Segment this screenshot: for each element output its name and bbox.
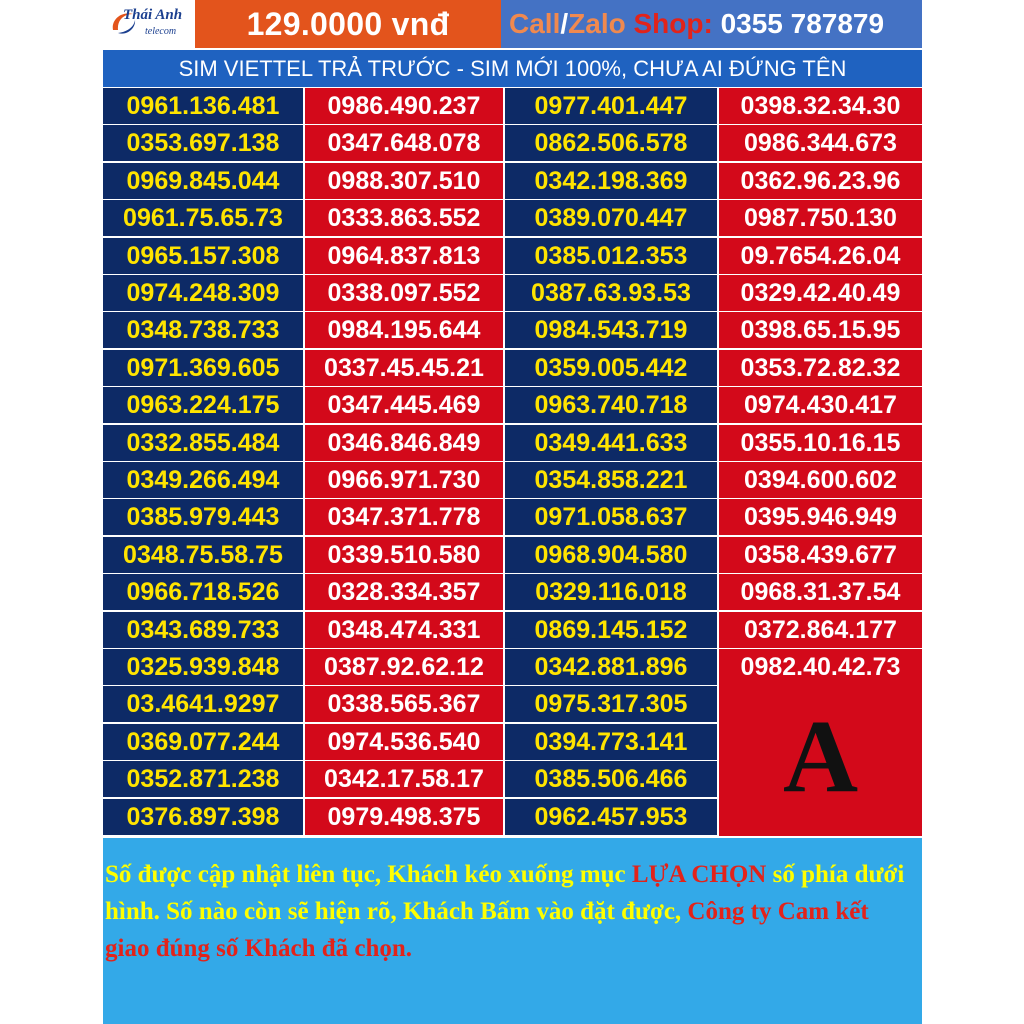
sim-number-cell: 0387.63.93.53 <box>505 275 717 311</box>
sim-number-cell: 0968.904.580 <box>505 537 717 573</box>
sim-number-cell: 0353.697.138 <box>103 125 303 161</box>
sim-number-cell: 0349.266.494 <box>103 462 303 498</box>
sim-number-cell: 0961.75.65.73 <box>103 200 303 236</box>
sim-number-cell: 0329.42.40.49 <box>719 275 922 311</box>
price-banner <box>195 0 501 48</box>
sim-number-cell: 0339.510.580 <box>305 537 503 573</box>
sim-price-poster <box>103 0 922 1024</box>
number-grid <box>103 88 922 836</box>
sim-number-cell: 0346.846.849 <box>305 425 503 461</box>
contact-zalo-label: Zalo <box>568 8 626 39</box>
header <box>103 0 922 48</box>
price-label: 129.0000 vnđ <box>246 6 450 42</box>
sim-number-cell: 0387.92.62.12 <box>305 649 503 685</box>
sim-number-cell: 0342.198.369 <box>505 163 717 199</box>
sim-number-cell: 0354.858.221 <box>505 462 717 498</box>
sim-number-cell: 0369.077.244 <box>103 724 303 760</box>
sim-number-cell: 0982.40.42.73 <box>719 649 922 685</box>
brand-logo <box>103 0 195 48</box>
sim-number-cell: 0971.369.605 <box>103 350 303 386</box>
logo-name: Thái Anh <box>123 7 183 23</box>
sim-number-cell: 0385.979.443 <box>103 499 303 535</box>
sim-number-cell: 09.7654.26.04 <box>719 238 922 274</box>
sim-number-cell: 0974.248.309 <box>103 275 303 311</box>
footer-part-4: Công ty Cam kết giao đúng số Khách đã chọn. <box>105 898 869 962</box>
sim-number-cell: 0986.490.237 <box>305 88 503 124</box>
footer-text <box>105 856 915 967</box>
sim-number-cell: 0961.136.481 <box>103 88 303 124</box>
subtitle: SIM VIETTEL TRẢ TRƯỚC - SIM MỚI 100%, CHƯA AI ĐỨNG TÊN <box>178 56 847 81</box>
sim-number-cell: 0977.401.447 <box>505 88 717 124</box>
sim-number-cell: 0965.157.308 <box>103 238 303 274</box>
sim-number-cell: 0376.897.398 <box>103 799 303 835</box>
sim-number-cell: 0329.116.018 <box>505 574 717 610</box>
sim-number-cell: 0337.45.45.21 <box>305 350 503 386</box>
sim-number-cell: 0372.864.177 <box>719 612 922 648</box>
sim-number-cell: 0385.506.466 <box>505 761 717 797</box>
sim-number-cell: 0394.773.141 <box>505 724 717 760</box>
sim-number-cell: 0359.005.442 <box>505 350 717 386</box>
sim-number-cell: 0962.457.953 <box>505 799 717 835</box>
group-letter: A <box>782 699 859 814</box>
sim-number-cell: 0987.750.130 <box>719 200 922 236</box>
sim-number-cell: 0347.445.469 <box>305 387 503 423</box>
sim-number-cell: 0974.430.417 <box>719 387 922 423</box>
sim-number-cell: 0966.718.526 <box>103 574 303 610</box>
sim-number-cell: 0869.145.152 <box>505 612 717 648</box>
sim-number-cell: 0963.224.175 <box>103 387 303 423</box>
sim-number-cell: 0389.070.447 <box>505 200 717 236</box>
sim-number-cell: 0338.565.367 <box>305 686 503 722</box>
sim-number-cell: 0348.474.331 <box>305 612 503 648</box>
sim-number-cell: 0984.543.719 <box>505 312 717 348</box>
contact-shop-label: Shop: <box>625 8 713 39</box>
sim-number-cell: 0974.536.540 <box>305 724 503 760</box>
sim-number-cell: 0348.738.733 <box>103 312 303 348</box>
sim-number-cell: 0347.371.778 <box>305 499 503 535</box>
contact-line <box>509 0 884 48</box>
footer-part-1: Số được cập nhật liên tục, Khách kéo xuống mục <box>105 861 632 888</box>
sim-number-cell: 0984.195.644 <box>305 312 503 348</box>
sim-number-cell: 0343.689.733 <box>103 612 303 648</box>
sim-number-cell: 0398.32.34.30 <box>719 88 922 124</box>
sim-number-cell: 0968.31.37.54 <box>719 574 922 610</box>
footer-part-2: LỰA CHỌN <box>631 861 767 888</box>
footer-notice <box>103 838 922 1024</box>
sim-number-cell: 0338.097.552 <box>305 275 503 311</box>
sim-number-cell: 0966.971.730 <box>305 462 503 498</box>
sim-number-cell: 0862.506.578 <box>505 125 717 161</box>
sim-number-cell: 0348.75.58.75 <box>103 537 303 573</box>
sim-number-cell: 0398.65.15.95 <box>719 312 922 348</box>
sim-number-cell: 0355.10.16.15 <box>719 425 922 461</box>
sim-number-cell: 0395.946.949 <box>719 499 922 535</box>
sim-number-cell: 0362.96.23.96 <box>719 163 922 199</box>
logo-subtitle: telecom <box>145 26 177 37</box>
sim-number-cell: 0342.17.58.17 <box>305 761 503 797</box>
sim-number-cell: 0964.837.813 <box>305 238 503 274</box>
sim-number-cell: 0963.740.718 <box>505 387 717 423</box>
contact-call-label: Call <box>509 8 561 39</box>
contact-phone-number: 0355 787879 <box>712 8 885 39</box>
sim-number-cell: 0347.648.078 <box>305 125 503 161</box>
subtitle-bar <box>103 50 922 87</box>
sim-number-cell: 0971.058.637 <box>505 499 717 535</box>
sim-number-cell: 0352.871.238 <box>103 761 303 797</box>
sim-number-cell: 0353.72.82.32 <box>719 350 922 386</box>
contact-banner <box>501 0 922 48</box>
contact-separator: / <box>560 8 569 39</box>
sim-number-cell: 0358.439.677 <box>719 537 922 573</box>
sim-number-cell: 0979.498.375 <box>305 799 503 835</box>
sim-number-cell: 0385.012.353 <box>505 238 717 274</box>
sim-number-cell: 0349.441.633 <box>505 425 717 461</box>
group-letter-block <box>719 685 922 836</box>
sim-number-cell: 0988.307.510 <box>305 163 503 199</box>
footer-part-3: số phía dưới hình. Số nào còn sẽ hiện rõ, Khách Bấm vào đặt được, <box>105 861 905 925</box>
sim-number-cell: 0325.939.848 <box>103 649 303 685</box>
sim-number-cell: 0328.334.357 <box>305 574 503 610</box>
sim-number-cell: 0332.855.484 <box>103 425 303 461</box>
sim-number-cell: 0333.863.552 <box>305 200 503 236</box>
sim-number-cell: 03.4641.9297 <box>103 686 303 722</box>
sim-number-cell: 0969.845.044 <box>103 163 303 199</box>
sim-number-cell: 0975.317.305 <box>505 686 717 722</box>
sim-number-cell: 0394.600.602 <box>719 462 922 498</box>
sim-number-cell: 0986.344.673 <box>719 125 922 161</box>
sim-number-cell: 0342.881.896 <box>505 649 717 685</box>
